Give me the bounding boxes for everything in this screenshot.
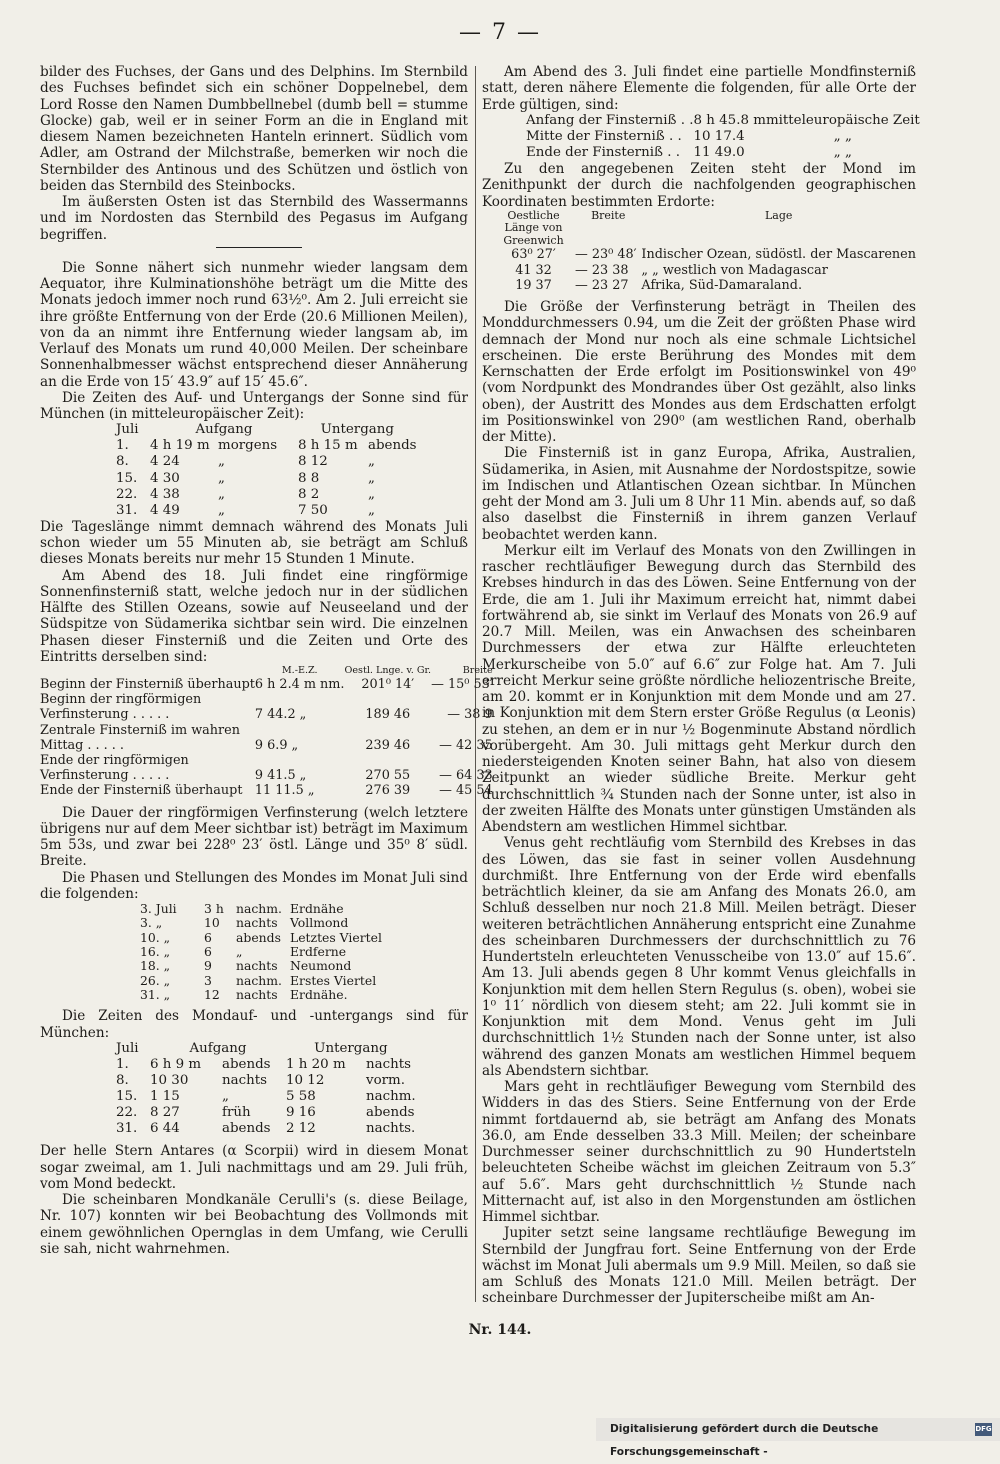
table-row: 15. 1 15 „ 5 58 nachm. bbox=[116, 1089, 416, 1105]
table-row: 8. 4 24 „ 8 12 „ bbox=[116, 454, 375, 470]
funding-notice-bar bbox=[596, 1418, 1000, 1458]
paragraph-moon-canals: Die scheinbaren Mondkanäle Cerulli's (s. diese Beilage, Nr. 107) konnten wir bei Beobachtung des Vollmonds mit einem gewöhnlichen Opernglas in dem Umfang, wie Cerulli sie sah, nicht wahrnehmen. bbox=[40, 1192, 468, 1257]
paragraph-lunar-eclipse: Am Abend des 3. Juli findet eine partielle Mondfinsterniß statt, deren nähere Elemente die folgenden, für alle Orte der Erde gültigen, sind: bbox=[482, 64, 916, 113]
table-row: 63⁰ 27′ — 23⁰ 48′ Indischer Ozean, südöstl. der Mascarenen bbox=[511, 247, 916, 263]
paragraph-east: Im äußersten Osten ist das Sternbild des Wassermanns und im Nordosten das Sternbild des Pegasus im Aufgang begriffen. bbox=[40, 194, 468, 243]
sun-rise-set-table bbox=[116, 422, 417, 519]
left-column bbox=[40, 64, 493, 1257]
table-header: Untergang bbox=[314, 1040, 388, 1056]
table-row: 8. 10 30 nachts 10 12 vorm. bbox=[116, 1072, 405, 1088]
table-row: Anfang der Finsterniß . . 8 h 45.8 m mitteleuropäische Zeit bbox=[526, 112, 920, 128]
table-header: Aufgang bbox=[189, 1040, 247, 1056]
table-row: 26. „ 3 nachm. Erstes Viertel bbox=[140, 972, 377, 988]
table-row: 31. 4 49 „ 7 50 „ bbox=[116, 502, 375, 518]
paragraph-eclipse-duration: Die Dauer der ringförmigen Verfinsterung (welch letztere übrigens nur auf dem Meer sichtbar ist) beträgt im Maximum 5m 53s, und zwar bei 228⁰ 23′ östl. Länge und 35⁰ 8′ südl. Breite. bbox=[40, 804, 468, 870]
table-header: Oestliche Länge von Greenwich bbox=[503, 208, 564, 247]
table-row: Ende der Finsterniß überhaupt 11 11.5 „ 276 39 — 45 54 bbox=[40, 783, 493, 799]
lunar-eclipse-table bbox=[526, 113, 920, 161]
table-row: Ende der Finsterniß . . 11 49.0 „ „ bbox=[526, 144, 852, 160]
table-header: Lage bbox=[765, 208, 793, 222]
paragraph-daylength: Die Tageslänge nimmt demnach während des Monats Juli schon wieder um 55 Minuten ab, sie beträgt am Schluß dieses Monats bereits nur mehr 15 Stunden 1 Minute. bbox=[40, 518, 468, 568]
table-row: 3. „ 10 nachts Vollmond bbox=[140, 915, 349, 931]
paragraph-mercury: Merkur eilt im Verlauf des Monats von den Zwillingen in rascher rechtläufiger Bewegung durch das Sternbild des Krebses hindurch in das des Löwen. Seine Entfernung von der Erde, die am 1. Juli ihr Maximum erreicht hat, nimmt dabei fortwährend ab, sie sinkt im Verlauf des Monats von 26.9 auf 20.7 Mill. Meilen, was ein Anwachsen des scheinbaren Durchmessers der etwa zur Hälfte erleuchteten Merkurscheibe von 5.0″ auf 6.6″ zur Folge hat. Am 7. Juli erreicht Merkur seine größte nördliche heliozentrische Breite, am 20. kommt er in Konjunktion mit dem Monde und am 27. in Konjunktion mit dem Stern erster Größe Regulus (α Leonis) zu stehen, an dem er in nur ½ Bogenminute Abstand nördlich vorübergeht. Am 30. Juli mittags geht Merkur durch den niedersteigenden Knoten seiner Bahn, hat also von diesem Zeitpunkt an wieder südliche Breite. Merkur geht durchschnittlich ¾ Stunden nach der Sonne unter, ist also in der zweiten Hälfte des Monats unter günstigen Umständen als Abendstern am westlichen Himmel sichtbar. bbox=[482, 542, 916, 836]
table-row: 41 32 — 23 38 „ „ westlich von Madagascar bbox=[515, 262, 828, 278]
paragraph-eclipse-visibility: Die Finsterniß ist in ganz Europa, Afrika, Australien, Südamerika, in Asien, mit Ausnahme der Nordostspitze, sowie im Indischen und Atlantischen Ozean sichtbar. In München geht der Mond am 3. Juli um 8 Uhr 11 Min. abends auf, so daß also daselbst die Finsterniß in ihrem ganzen Verlauf beobachtet werden kann. bbox=[482, 445, 916, 543]
table-row: 31. „ 12 nachts Erdnähe. bbox=[140, 986, 348, 1002]
table-row: 18. „ 9 nachts Neumond bbox=[140, 958, 352, 974]
page-number: — 7 — bbox=[459, 20, 541, 45]
table-row: 1. 4 h 19 m morgens 8 h 15 m abends bbox=[116, 438, 417, 454]
table-row: Mitte der Finsterniß . . 10 17.4 „ „ bbox=[526, 128, 852, 144]
table-row: 3. Juli 3 h nachm. Erdnähe bbox=[140, 901, 344, 917]
table-row: 19 37 — 23 27 Afrika, Süd-Damaraland. bbox=[515, 277, 803, 293]
paragraph-constellations: bilder des Fuchses, der Gans und des Delphins. Im Sternbild des Fuchses befindet sich ein schöner Doppelnebel, dem Lord Rosse den Namen Dumbbellnebel (dumb bell = stumme Glocke) gab, weil er in seiner Form an die in England mit diesem Namen bezeichneten Hanteln erinnert. Südlich vom Adler, am Ostrand der Milchstraße, bemerken wir noch die Sternbilder des Antinous und des Schützen und östlich von beiden das Sternbild des Steinbocks. bbox=[40, 64, 468, 194]
table-row: 1. 6 h 9 m abends 1 h 20 m nachts bbox=[116, 1056, 411, 1072]
paragraph-venus: Venus geht rechtläufig vom Sternbild des Krebses in das des Löwen, das sie fast in seiner vollen Ausdehnung durchmißt. Ihre Entfernung von der Erde wird ebenfalls beträchtlich kleiner, da sie am Anfang des Monats 26.0, am Schluß desselben nur noch 21.8 Mill. Meilen beträgt. Dieser weiteren beträchtlichen Annäherung entspricht eine Zunahme des scheinbaren Durchmessers der durchschnittlich zu 76 Hundertsteln erleuchteten Venusscheibe von 13.0″ auf 15.6″. Am 13. Juli abends gegen 8 Uhr kommt Venus gleichfalls in Konjunktion mit dem hellen Stern Regulus (s. oben), wobei sie 1⁰ 11′ nördlich von diesem steht; am 22. Juli kommt sie in Konjunktion mit dem Mond. Venus geht im Juli durchschnittlich 1½ Stunden nach der Sonne unter, ist also während des ganzen Monats am westlichen Himmel bequem als Abendstern sichtbar. bbox=[482, 835, 916, 1079]
zenith-coordinates-table bbox=[492, 210, 916, 293]
table-header: Juli bbox=[116, 1040, 139, 1056]
table-row: Zentrale Finsterniß im wahren Mittag . . . . . 9 6.9 „ 239 46 — 42 35 bbox=[40, 722, 493, 753]
paragraph-moon-times: Die Zeiten des Mondauf- und -untergangs sind für München: bbox=[40, 1008, 468, 1041]
table-row: 15. 4 30 „ 8 8 „ bbox=[116, 470, 375, 486]
funding-notice: Digitalisierung gefördert durch die Deutsche Forschungsgemeinschaft - bbox=[610, 1423, 879, 1458]
moon-phases-table bbox=[140, 902, 382, 1002]
issue-number: Nr. 144. bbox=[468, 1322, 532, 1338]
table-row: 16. „ 6 „ Erdferne bbox=[140, 944, 347, 960]
table-row: 10. „ 6 abends Letztes Viertel bbox=[140, 929, 382, 945]
solar-eclipse-table bbox=[40, 665, 493, 799]
moon-rise-set-table bbox=[116, 1041, 416, 1138]
table-header: Breite bbox=[591, 208, 626, 222]
right-column bbox=[482, 64, 920, 1307]
table-header: Breite bbox=[462, 665, 493, 677]
table-row: 31. 6 44 abends 2 12 nachts. bbox=[116, 1121, 416, 1137]
table-header: Juli bbox=[116, 422, 139, 438]
paragraph-antares: Der helle Stern Antares (α Scorpii) wird in diesem Monat sogar zweimal, am 1. Juli nachmittags und am 29. Juli früh, vom Mond bedeckt. bbox=[40, 1143, 468, 1192]
paragraph-sun: Die Sonne nähert sich nunmehr wieder langsam dem Aequator, ihre Kulminationshöhe beträgt um die Mitte des Monats jedoch immer noch rund 63½⁰. Am 2. Juli erreicht sie ihre größte Entfernung von der Erde (20.6 Millionen Meilen), von da an nimmt ihre Entfernung wieder langsam ab, im Verlauf des Monats um rund 40,000 Meilen. Der scheinbare Sonnenhalbmesser wächst entsprechend dieser Annäherung an die Erde von 15′ 43.9″ auf 15′ 45.6″. bbox=[40, 259, 468, 390]
paragraph-moon-phases: Die Phasen und Stellungen des Mondes im Monat Juli sind die folgenden: bbox=[40, 869, 468, 902]
table-row: 22. 4 38 „ 8 2 „ bbox=[116, 486, 375, 502]
table-header: M.-E.Z. bbox=[281, 665, 318, 677]
dfg-logo-icon: DFG bbox=[975, 1423, 992, 1436]
paragraph-solar-eclipse: Am Abend des 18. Juli findet eine ringförmige Sonnenfinsterniß statt, welche jedoch nur in der südlichen Hälfte des Stillen Ozeans, sowie auf Neuseeland und der Südspitze von Südamerika sichtbar sein wird. Die einzelnen Phasen dieser Finsterniß und die Zeiten und Orte des Eintritts derselben sind: bbox=[40, 567, 468, 665]
table-header: Aufgang bbox=[195, 422, 253, 438]
paragraph-sun-times: Die Zeiten des Auf- und Untergangs der Sonne sind für München (in mitteleuropäischer Zeit): bbox=[40, 389, 468, 422]
table-row: Beginn der ringförmigen Verfinsterung . . . . . 7 44.2 „ 189 46 — 38 9 bbox=[40, 692, 493, 723]
table-row: Ende der ringförmigen Verfinsterung . . . . . 9 41.5 „ 270 55 — 64 33 bbox=[40, 753, 493, 784]
paragraph-jupiter: Jupiter setzt seine langsame rechtläufige Bewegung im Sternbild der Jungfrau fort. Seine Entfernung von der Erde wächst im Monat Juli abermals um 9.9 Mill. Meilen, so daß sie am Schluß des Monats 121.0 Mill. Meilen beträgt. Der scheinbare Durchmesser der Jupiterscheibe mißt am An- bbox=[482, 1225, 916, 1307]
section-separator bbox=[216, 247, 302, 248]
table-header: Oestl. Lnge. v. Gr. bbox=[344, 665, 432, 677]
paragraph-mars: Mars geht in rechtläufiger Bewegung vom Sternbild des Widders in das des Stiers. Seine Entfernung von der Erde nimmt fortdauernd ab, sie beträgt am Anfang des Monats 36.0, am Ende desselben 33.3 Mill. Meilen; der scheinbare Durchmesser seiner durchschnittlich zu 90 Hundertsteln beleuchteten Scheibe wächst im gleichen Zeitraum von 5.3″ auf 5.6″. Mars geht durchschnittlich ½ Stunde nach Mitternacht auf, ist also in den Morgenstunden am östlichen Himmel sichtbar. bbox=[482, 1079, 916, 1226]
paragraph-eclipse-size: Die Größe der Verfinsterung beträgt in Theilen des Monddurchmessers 0.94, um die Zeit der größten Phase wird demnach der Mond nur noch als eine schmale Lichtsichel erscheinen. Die erste Berührung des Mondes mit dem Kernschatten der Erde erfolgt im Positionswinkel von 49⁰ (vom Nordpunkt des Mondrandes über Ost gezählt, also links oben), der Austritt des Mondes aus dem Erdschatten erfolgt im Positionswinkel von 290⁰ (am westlichen Rand, oberhalb der Mitte). bbox=[482, 299, 916, 446]
paragraph-zenith: Zu den angegebenen Zeiten steht der Mond im Zenithpunkt der durch die nachfolgenden geographischen Koordinaten bestimmten Erdorte: bbox=[482, 161, 916, 210]
table-header: Untergang bbox=[320, 422, 394, 438]
table-row: 22. 8 27 früh 9 16 abends bbox=[116, 1105, 415, 1121]
table-row: Beginn der Finsterniß überhaupt 6 h 2.4 m nm. 201⁰ 14′ — 15⁰ 53′ bbox=[40, 677, 493, 693]
